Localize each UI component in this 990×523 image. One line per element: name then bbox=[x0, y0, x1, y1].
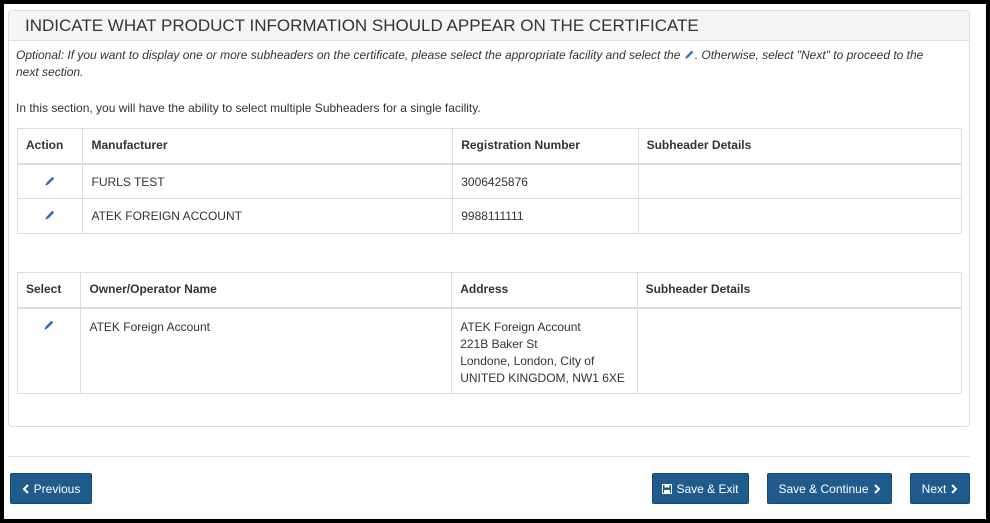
address-line: Londone, London, City of bbox=[460, 353, 595, 368]
manufacturer-cell: FURLS TEST bbox=[83, 164, 453, 199]
table-header-row bbox=[18, 273, 962, 308]
column-header: Owner/Operator Name bbox=[81, 273, 452, 308]
next-button[interactable] bbox=[910, 473, 970, 504]
address-cell bbox=[452, 308, 637, 394]
column-header: Select bbox=[18, 273, 81, 308]
column-header: Address bbox=[452, 273, 637, 308]
action-cell bbox=[18, 199, 83, 234]
chevron-right-icon bbox=[950, 484, 958, 494]
subheader-details-cell bbox=[637, 308, 961, 394]
chevron-left-icon bbox=[22, 484, 30, 494]
address-line: UNITED KINGDOM, NW1 6XE bbox=[460, 370, 625, 385]
instructions-before-icon: Optional: If you want to display one or more subheaders on the certificate, please select the appropriate facility and select the bbox=[16, 48, 684, 62]
footer-divider bbox=[8, 456, 970, 457]
pencil-icon[interactable] bbox=[44, 209, 56, 221]
pencil-icon[interactable] bbox=[44, 175, 56, 187]
save-exit-label: Save & Exit bbox=[676, 481, 739, 496]
registration-number-cell: 3006425876 bbox=[453, 164, 638, 199]
address-line: 221B Baker St bbox=[460, 336, 538, 351]
save-continue-label: Save & Continue bbox=[778, 481, 869, 496]
select-cell bbox=[18, 308, 81, 394]
owner-name-cell: ATEK Foreign Account bbox=[81, 308, 452, 394]
next-label: Next bbox=[921, 481, 947, 496]
column-header: Action bbox=[18, 129, 83, 164]
save-exit-button[interactable] bbox=[652, 473, 749, 504]
address-line: ATEK Foreign Account bbox=[460, 319, 581, 334]
action-cell bbox=[18, 164, 83, 199]
previous-label: Previous bbox=[33, 481, 81, 496]
table-row bbox=[18, 164, 962, 199]
column-header: Subheader Details bbox=[637, 273, 961, 308]
instructions-after-icon: . Otherwise, select "Next" to proceed to the next section. bbox=[16, 48, 924, 79]
column-header: Subheader Details bbox=[638, 129, 961, 164]
section-note: In this section, you will have the ability to select multiple Subheaders for a single facility. bbox=[16, 101, 481, 115]
panel-title: INDICATE WHAT PRODUCT INFORMATION SHOULD APPEAR ON THE CERTIFICATE bbox=[9, 11, 969, 41]
pencil-icon[interactable] bbox=[43, 319, 55, 331]
owners-table bbox=[17, 272, 962, 394]
registration-number-cell: 9988111111 bbox=[453, 199, 638, 234]
column-header: Registration Number bbox=[453, 129, 638, 164]
manufacturers-table bbox=[17, 128, 962, 234]
subheader-details-cell bbox=[638, 164, 961, 199]
save-continue-button[interactable] bbox=[767, 473, 892, 504]
table-row bbox=[18, 308, 962, 394]
table-header-row bbox=[18, 129, 962, 164]
instructions-text bbox=[16, 47, 936, 80]
pencil-icon bbox=[684, 48, 695, 64]
previous-button[interactable] bbox=[10, 473, 92, 504]
column-header: Manufacturer bbox=[83, 129, 453, 164]
table-row bbox=[18, 199, 962, 234]
floppy-disk-icon bbox=[662, 484, 672, 494]
manufacturer-cell: ATEK FOREIGN ACCOUNT bbox=[83, 199, 453, 234]
chevron-right-icon bbox=[873, 484, 881, 494]
subheader-details-cell bbox=[638, 199, 961, 234]
